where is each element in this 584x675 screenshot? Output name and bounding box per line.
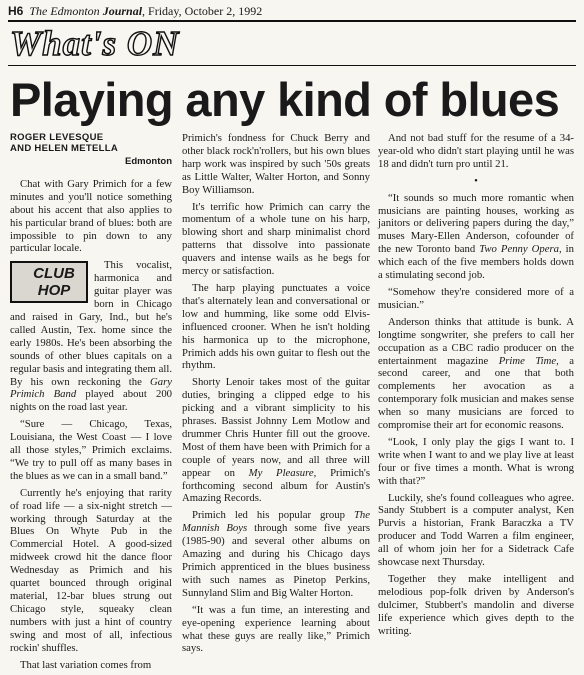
paragraph-text: a second career, and one that both complements her avocation as a contemporary folk musician and makes sense when so many musicians are forced to compromise their art for economic reasons. bbox=[378, 354, 575, 432]
paragraph-text: Primich led his popular group bbox=[192, 509, 345, 522]
newspaper-page bbox=[8, 2, 576, 671]
paragraph: Primich's fondness for Chuck Berry and other black rock'n'rollers, but his own blues harp work was inspired by such '50s greats as Little Walter, Walter Horton, and Sonny Boy Williamson. bbox=[182, 132, 370, 196]
column-3 bbox=[378, 132, 574, 642]
paper-prefix: The Edmonton bbox=[29, 4, 100, 18]
paragraph-text: played about 200 nights on the road last year. bbox=[10, 388, 173, 414]
paragraph-text: “It sounds so much more romantic when musicians are painting houses, working as janitors or delivering papers during the day,” muses Mary-Ellen Anderson, cofounder of the new Toronto band bbox=[378, 191, 574, 256]
show-title: Prime Time, bbox=[498, 354, 559, 367]
column-1 bbox=[10, 132, 172, 675]
section-rule bbox=[8, 65, 576, 66]
club-hop-line2: HOP bbox=[37, 282, 71, 300]
paragraph: Currently he's enjoying that rarity of road life — a six-night stretch — working through Saturday at the Blues On Whyte Pub in the Commercial Hotel. A good-sized midweek crowd hit the dance floor Wednesday as Primich and his quartet bounced through original material, 12-bar blues strung out Chicago style, squeaky clean numbers with just a hint of country swing and most of all, infectious rockin' shuffles. bbox=[10, 486, 172, 654]
album-title: My Pleasure, bbox=[248, 466, 317, 479]
club-hop-line1: CLUB bbox=[33, 265, 75, 283]
paragraph bbox=[378, 316, 574, 432]
page-number: H6 bbox=[8, 4, 24, 18]
paragraph: Luckily, she's found colleagues who agree. Sandy Stubbert is a computer analyst, Ken Purvis a historian, Frank Baraczka a TV producer and Todd Warren a film engineer, all of whom join her for a Sidetrack Cafe showcase next Thursday. bbox=[378, 491, 574, 569]
issue-date: , Friday, October 2, 1992 bbox=[142, 4, 263, 18]
paragraph: “It was a fun time, an interesting and eye-opening experience learning about what these guys are really like,” Primich says. bbox=[182, 603, 370, 655]
paragraph bbox=[182, 509, 370, 599]
paragraph bbox=[10, 259, 172, 414]
paragraph: “Sure — Chicago, Texas, Louisiana, the West Coast — I love all those styles,” Primich exclaims. “We try to pull off as many bases in the blues as we can in a small band.” bbox=[10, 418, 172, 482]
paragraph: Chat with Gary Primich for a few minutes and you'll notice something about his accent that also applies to his particular brand of blues: both are impossible to pin down to any particular locale. bbox=[10, 177, 172, 255]
dateline: Edmonton bbox=[125, 156, 172, 167]
paragraph-text: Shorty Lenoir takes most of the guitar duties, bringing a clipped edge to his picking and a vibrant simplicity to his phrases. Bassist Johnny Lem Motlow and drummer Chris Hunter fill out the groove. Most of them have been with Primich for a couple of years now, and all three will appear on bbox=[182, 376, 370, 479]
paragraph: It's terrific how Primich can carry the momentum of a whole tune on his harp, blowing short and sharp minimalist chord patterns that dissolve into passionate quavers and intense wails as he begs for mercy or satisfaction. bbox=[182, 200, 370, 278]
folio-rule bbox=[8, 20, 576, 22]
headline: Playing any kind of blues bbox=[10, 73, 560, 126]
band-name: Gary Primich Band bbox=[10, 375, 172, 401]
paragraph: And not bad stuff for the resume of a 34-year-old who didn't start playing until he was 18 and didn't turn pro until 21. bbox=[378, 132, 574, 170]
club-hop-logo bbox=[10, 261, 88, 303]
column-2 bbox=[182, 132, 370, 659]
paragraph bbox=[378, 192, 574, 282]
paragraph bbox=[182, 376, 370, 505]
paragraph-text: Primich's forthcoming second album for Austin's Amazing Records. bbox=[182, 466, 371, 505]
paragraph: The harp playing punctuates a voice that's alternately lean and conversational or low and humming, like some odd Elvis-influenced crooner. When he isn't holding his harmonica up to the microphone, Primich adds his own guitar to flesh out the rhythm. bbox=[182, 281, 370, 372]
paragraph: Together they make intelligent and melodious pop-folk driven by Anderson's dulcimer, Stubbert's mandolin and diverse life experience which gives depth to the writing. bbox=[378, 573, 574, 637]
band-name: Two Penny Opera, bbox=[479, 243, 562, 256]
paragraph: That last variation comes from bbox=[20, 658, 152, 671]
paragraph-text: This vocalist, harmonica and guitar player was born in Chicago and raised in Gary, Ind., but he's called Austin, Tex. home since the early 1980s. He's been absorbing the sounds of other blues capitals on a regular basis and integrating them all. By his own reckoning the bbox=[10, 259, 172, 388]
section-title: What's ON bbox=[10, 24, 180, 63]
byline-2: AND HELEN METELLA bbox=[10, 143, 119, 154]
paper-name: Journal bbox=[102, 4, 143, 18]
paragraph-text: Anderson thinks that attitude is bunk. A longtime songwriter, she prefers to call her occupation as a CBC radio producer on the entertainment magazine bbox=[378, 315, 574, 367]
paragraph-text: in which each of the five members holds down a stimulating second job. bbox=[378, 243, 574, 282]
paragraph-text: through some five years (1985-90) and several other albums on Amazing and during his Chicago days Primich apprenticed in the blues business with such names as Pinetop Perkins, Sunnyland Slim and Big Walter Horton. bbox=[182, 522, 370, 599]
byline-1: ROGER LEVESQUE bbox=[10, 132, 104, 143]
group-name: The Mannish Boys bbox=[182, 509, 371, 535]
paragraph: “Somehow they're considered more of a musician.” bbox=[378, 285, 574, 311]
section-separator: • bbox=[474, 174, 478, 187]
paragraph: “Look, I only play the gigs I want to. I write when I want to and we play live at least four or five times a month. What is wrong with that?” bbox=[378, 435, 574, 487]
folio-line bbox=[8, 2, 576, 20]
